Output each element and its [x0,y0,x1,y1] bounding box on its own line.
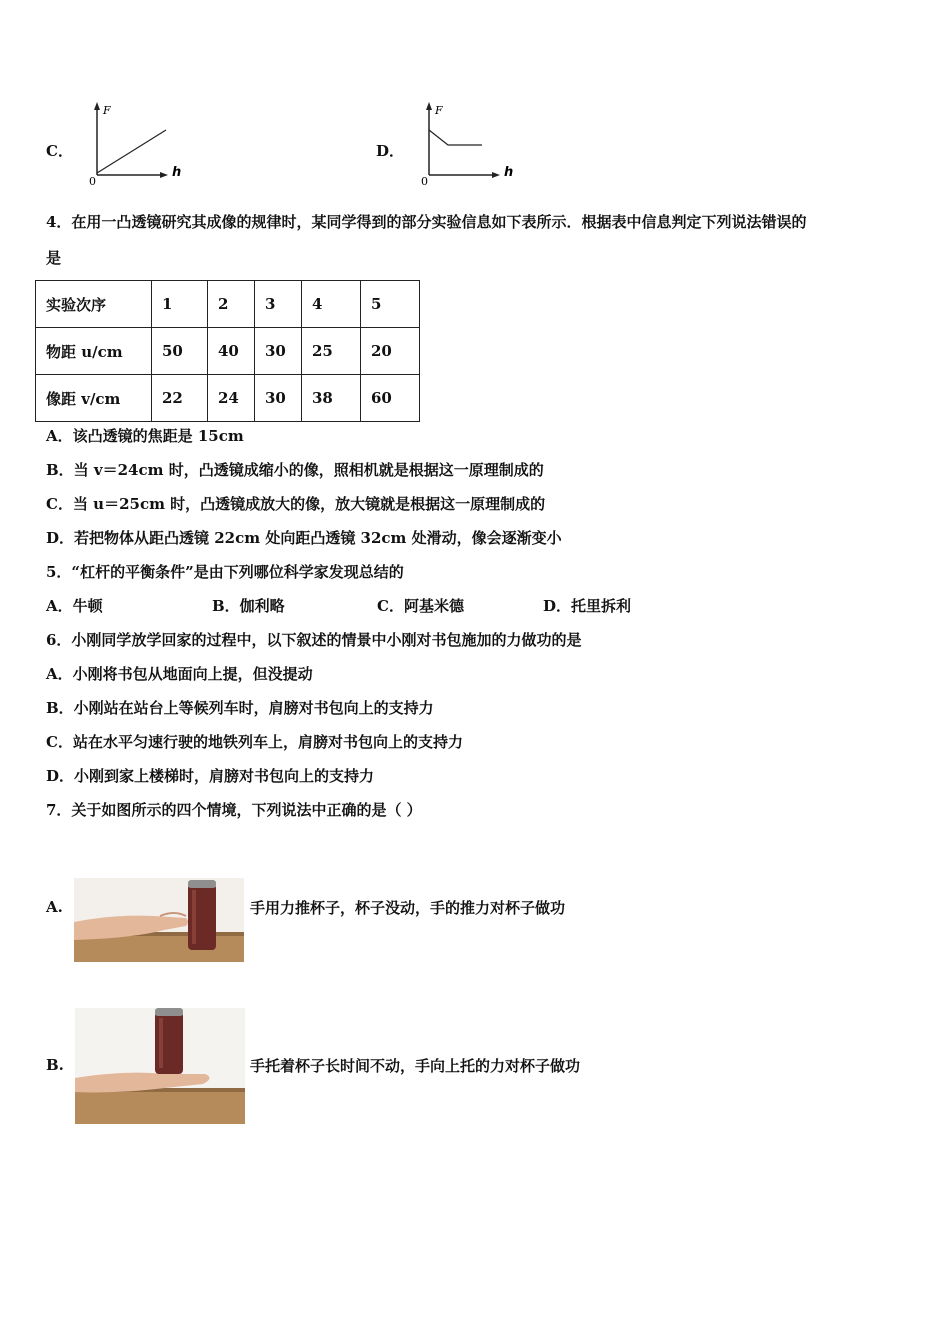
q4-stem-line1: 4．在用一凸透镜研究其成像的规律时，某同学得到的部分实验信息如下表所示．根据表中信息判定下列说法错误的 [46,213,807,231]
graph-d-x-label: h [504,165,514,180]
table-cell: 40 [208,328,255,375]
q4-option-c: C．当 u＝25cm 时，凸透镜成放大的像，放大镜就是根据这一原理制成的 [46,495,546,513]
q7-option-b-label: B. [46,1056,64,1074]
q5-option-a: A．牛顿 [46,597,103,615]
q4-option-b: B．当 v＝24cm 时，凸透镜成缩小的像，照相机就是根据这一原理制成的 [46,461,544,479]
graph-d-line [429,130,482,145]
q4-option-a: A．该凸透镜的焦距是 15cm [46,427,244,445]
q7-option-a-label: A. [46,898,63,916]
graph-c-y-label: F [103,104,111,117]
table-cell: 25 [302,328,361,375]
table-cell: 1 [152,281,208,328]
graph-d-y-label: F [435,104,443,117]
q7-option-a-text: 手用力推杯子，杯子没动，手的推力对杯子做功 [250,899,566,917]
q6-option-b: B．小刚站在站台上等候列车时，肩膀对书包向上的支持力 [46,699,434,717]
option-d-label: D． [376,142,405,160]
q7-stem: 7．关于如图所示的四个情境，下列说法中正确的是（ ） [46,801,422,819]
table-cell: 5 [361,281,420,328]
q6-option-a: A．小刚将书包从地面向上提，但没提动 [46,665,313,683]
table-cell: 22 [152,375,208,422]
q4-option-d: D．若把物体从距凸透镜 22cm 处向距凸透镜 32cm 处滑动，像会逐渐变小 [46,529,562,547]
q6-stem: 6．小刚同学放学回家的过程中，以下叙述的情景中小刚对书包施加的力做功的是 [46,631,582,649]
q4-stem-line2: 是 [46,249,62,267]
graph-c [86,100,196,190]
q5-stem: 5．“杠杆的平衡条件”是由下列哪位科学家发现总结的 [46,563,404,581]
table-row [36,375,420,422]
photo-hand-holding-cup [75,1008,245,1124]
table-cell: 38 [302,375,361,422]
table-cell: 4 [302,281,361,328]
option-c-label: C． [46,142,73,160]
table-cell: 60 [361,375,420,422]
graph-c-line [97,130,166,173]
row-header-image-distance: 像距 v/cm [36,375,152,422]
table-cell: 24 [208,375,255,422]
table-cell: 30 [255,328,302,375]
q5-option-c: C．阿基米德 [377,597,464,615]
table-cell: 3 [255,281,302,328]
graph-c-x-label: h [172,165,182,180]
photo-hand-pushing-cup [74,878,244,962]
table-cell: 30 [255,375,302,422]
graph-d [418,100,528,190]
q6-option-c: C．站在水平匀速行驶的地铁列车上，肩膀对书包向上的支持力 [46,733,463,751]
table-row [36,281,420,328]
row-header-trial: 实验次序 [36,281,152,328]
table-cell: 2 [208,281,255,328]
q6-option-d: D．小刚到家上楼梯时，肩膀对书包向上的支持力 [46,767,375,785]
graph-d-origin: 0 [421,175,428,188]
table-cell: 50 [152,328,208,375]
q7-option-b-text: 手托着杯子长时间不动，手向上托的力对杯子做功 [250,1057,581,1075]
row-header-object-distance: 物距 u/cm [36,328,152,375]
q5-option-d: D．托里拆利 [543,597,632,615]
q5-option-b: B．伽利略 [212,597,285,615]
table-row [36,328,420,375]
lens-experiment-table [35,280,420,422]
graph-c-origin: 0 [89,175,96,188]
table-cell: 20 [361,328,420,375]
